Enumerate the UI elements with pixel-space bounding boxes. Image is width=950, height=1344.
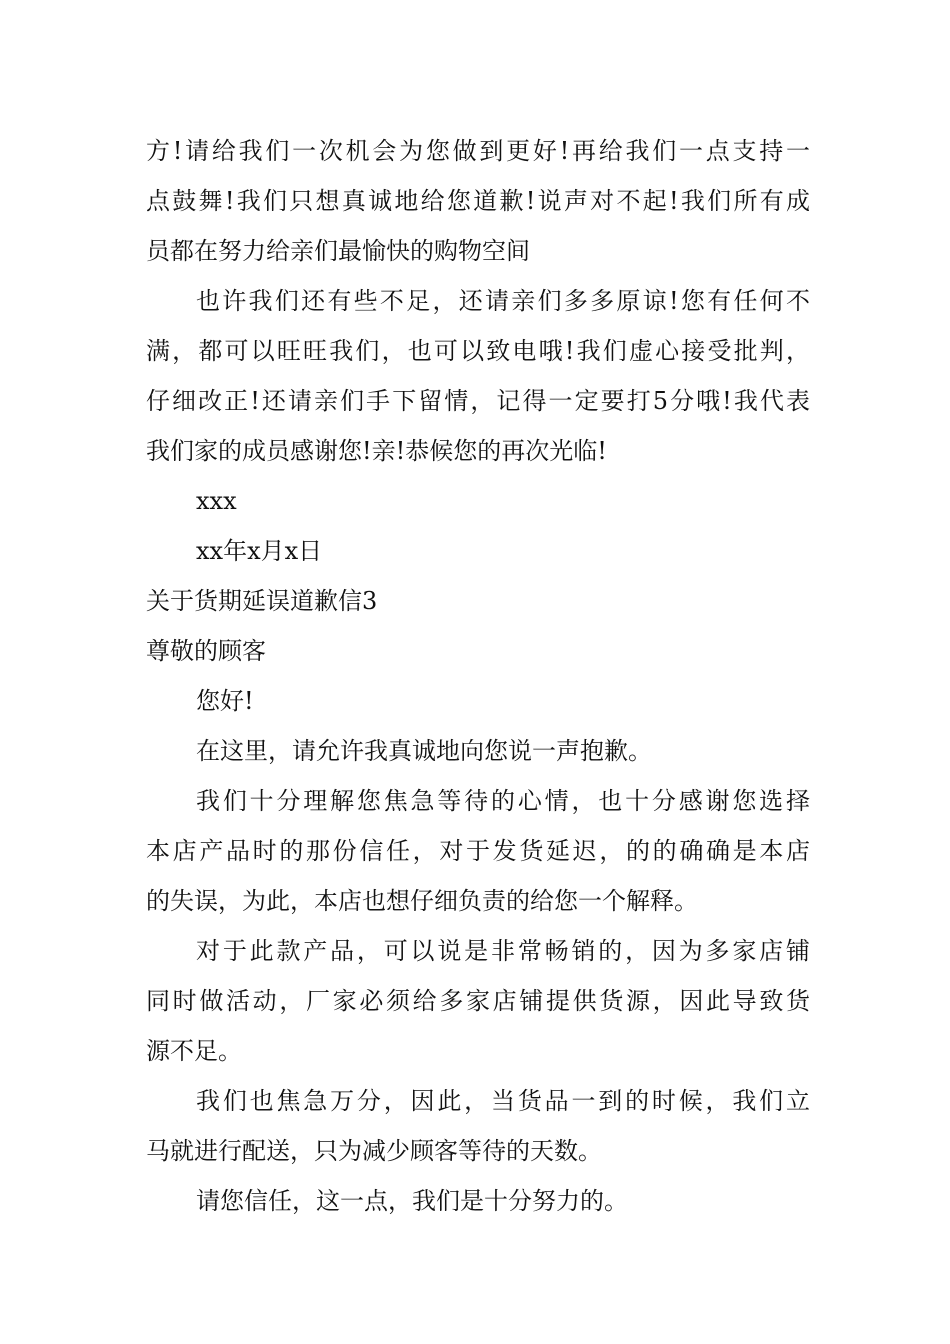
- text-line: 对于此款产品，可以说是非常畅销的，因为多家店铺: [196, 937, 810, 965]
- text-line: 方!请给我们一次机会为您做到更好!再给我们一点支持一: [146, 137, 810, 165]
- document-page: [146, 126, 810, 1226]
- text-line: 同时做活动，厂家必须给多家店铺提供货源，因此导致货: [146, 987, 810, 1015]
- text-line: 的失误，为此，本店也想仔细负责的给您一个解释。: [146, 887, 698, 915]
- paragraph-3: 在这里，请允许我真诚地向您说一声抱歉。: [196, 737, 652, 765]
- letter-heading: 关于货期延误道歉信3: [146, 587, 378, 615]
- greeting: 您好!: [196, 687, 254, 715]
- salutation: 尊敬的顾客: [146, 637, 266, 665]
- text-line: 我们十分理解您焦急等待的心情，也十分感谢您选择: [196, 787, 810, 815]
- paragraph-1: [146, 126, 810, 276]
- text-line: 员都在努力给亲们最愉快的购物空间: [146, 237, 530, 265]
- text-line: 本店产品时的那份信任，对于发货延迟，的的确确是本店: [146, 837, 810, 865]
- text-line: 满，都可以旺旺我们，也可以致电哦!我们虚心接受批判，: [146, 337, 810, 365]
- text-line: 源不足。: [146, 1037, 242, 1065]
- text-line: 我们家的成员感谢您!亲!恭候您的再次光临!: [146, 437, 607, 465]
- text-line: 仔细改正!还请亲们手下留情，记得一定要打5分哦!我代表: [146, 387, 810, 415]
- text-line: 也许我们还有些不足，还请亲们多多原谅!您有任何不: [196, 287, 810, 315]
- paragraph-5: [146, 926, 810, 1076]
- paragraph-2: [146, 276, 810, 476]
- text-line: 我们也焦急万分，因此，当货品一到的时候，我们立: [196, 1087, 810, 1115]
- text-line: 马就进行配送，只为减少顾客等待的天数。: [146, 1137, 602, 1165]
- paragraph-7: 请您信任，这一点，我们是十分努力的。: [196, 1187, 628, 1215]
- paragraph-4: [146, 776, 810, 926]
- signature: xxx: [196, 487, 237, 515]
- text-line: 点鼓舞!我们只想真诚地给您道歉!说声对不起!我们所有成: [146, 187, 810, 215]
- letter-date: xx年x月x日: [196, 537, 323, 565]
- paragraph-6: [146, 1076, 810, 1176]
